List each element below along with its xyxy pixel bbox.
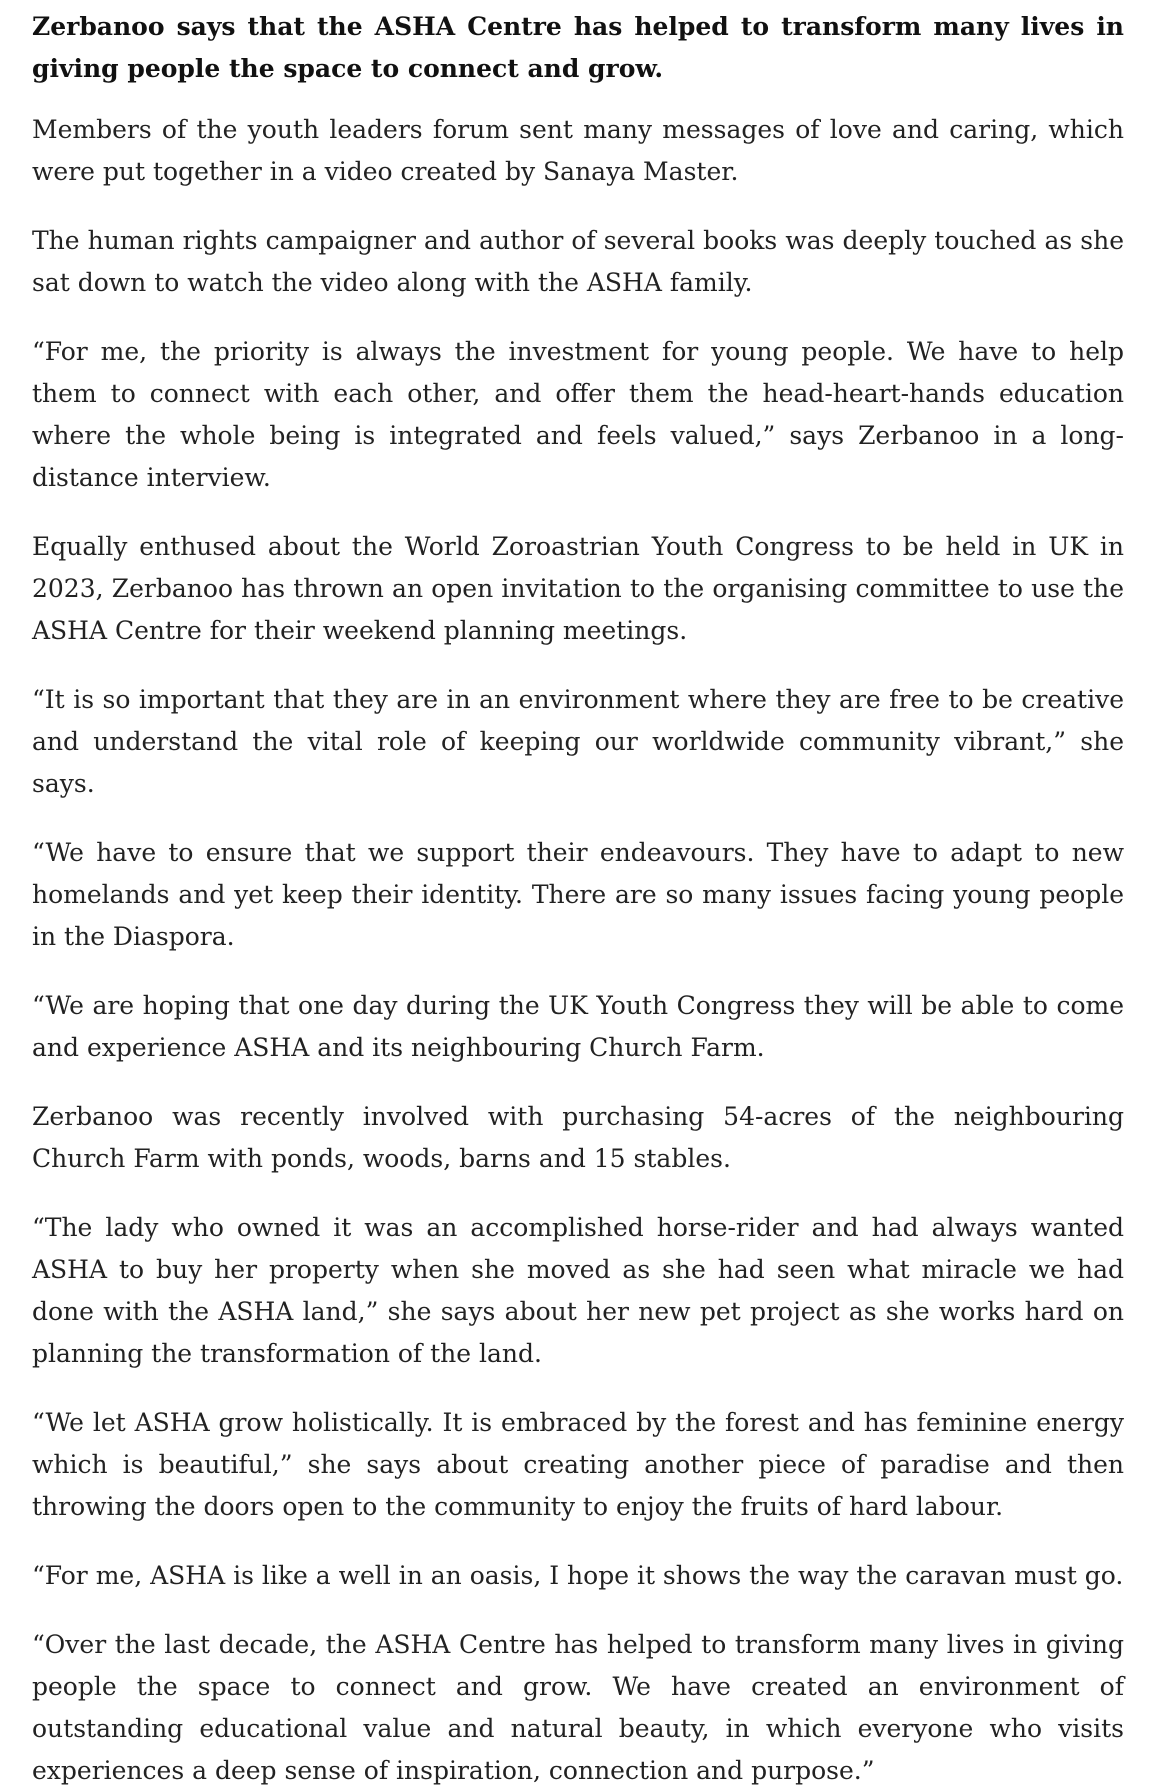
article-paragraph-1: Members of the youth leaders forum sent many messages of love and caring, which were put together in a video created by Sanaya Master. bbox=[32, 115, 1124, 186]
article-paragraph-6: “We have to ensure that we support their endeavours. They have to adapt to new homelands and yet keep their identity. There are so many issues facing young people in the Diaspora. bbox=[32, 838, 1124, 951]
article-paragraph-7: “We are hoping that one day during the UK Youth Congress they will be able to come and experience ASHA and its neighbouring Church Farm. bbox=[32, 991, 1124, 1062]
article-paragraph-11: “For me, ASHA is like a well in an oasis, I hope it shows the way the caravan must go. bbox=[32, 1561, 1124, 1590]
article-paragraph-5: “It is so important that they are in an environment where they are free to be creative and understand the vital role of keeping our worldwide community vibrant,” she says. bbox=[32, 685, 1124, 798]
article-lead: Zerbanoo says that the ASHA Centre has helped to transform many lives in giving people the space to connect and grow. bbox=[32, 12, 1124, 83]
article-paragraph-4: Equally enthused about the World Zoroastrian Youth Congress to be held in UK in 2023, Zerbanoo has thrown an open invitation to the organising committee to use the ASHA Centre for their weekend planning meetings. bbox=[32, 532, 1124, 645]
article-paragraph-9: “The lady who owned it was an accomplished horse-rider and had always wanted ASHA to buy her property when she moved as she had seen what miracle we had done with the ASHA land,” she says about her new pet project as she works hard on planning the transformation of the land. bbox=[32, 1213, 1124, 1368]
article-paragraph-8: Zerbanoo was recently involved with purchasing 54-acres of the neighbouring Church Farm with ponds, woods, barns and 15 stables. bbox=[32, 1102, 1124, 1173]
article-paragraph-3: “For me, the priority is always the investment for young people. We have to help them to connect with each other, and offer them the head-heart-hands education where the whole being is integrated and feels valued,” says Zerbanoo in a long-distance interview. bbox=[32, 337, 1124, 492]
article-paragraph-12: “Over the last decade, the ASHA Centre has helped to transform many lives in giving people the space to connect and grow. We have created an environment of outstanding educational value and natural beauty, in which everyone who visits experiences a deep sense of inspiration, connection and purpose.” bbox=[32, 1630, 1124, 1785]
article-paragraph-2: The human rights campaigner and author of several books was deeply touched as she sat down to watch the video along with the ASHA family. bbox=[32, 226, 1124, 297]
article-paragraph-10: “We let ASHA grow holistically. It is embraced by the forest and has feminine energy which is beautiful,” she says about creating another piece of paradise and then throwing the doors open to the community to enjoy the fruits of hard labour. bbox=[32, 1408, 1124, 1521]
